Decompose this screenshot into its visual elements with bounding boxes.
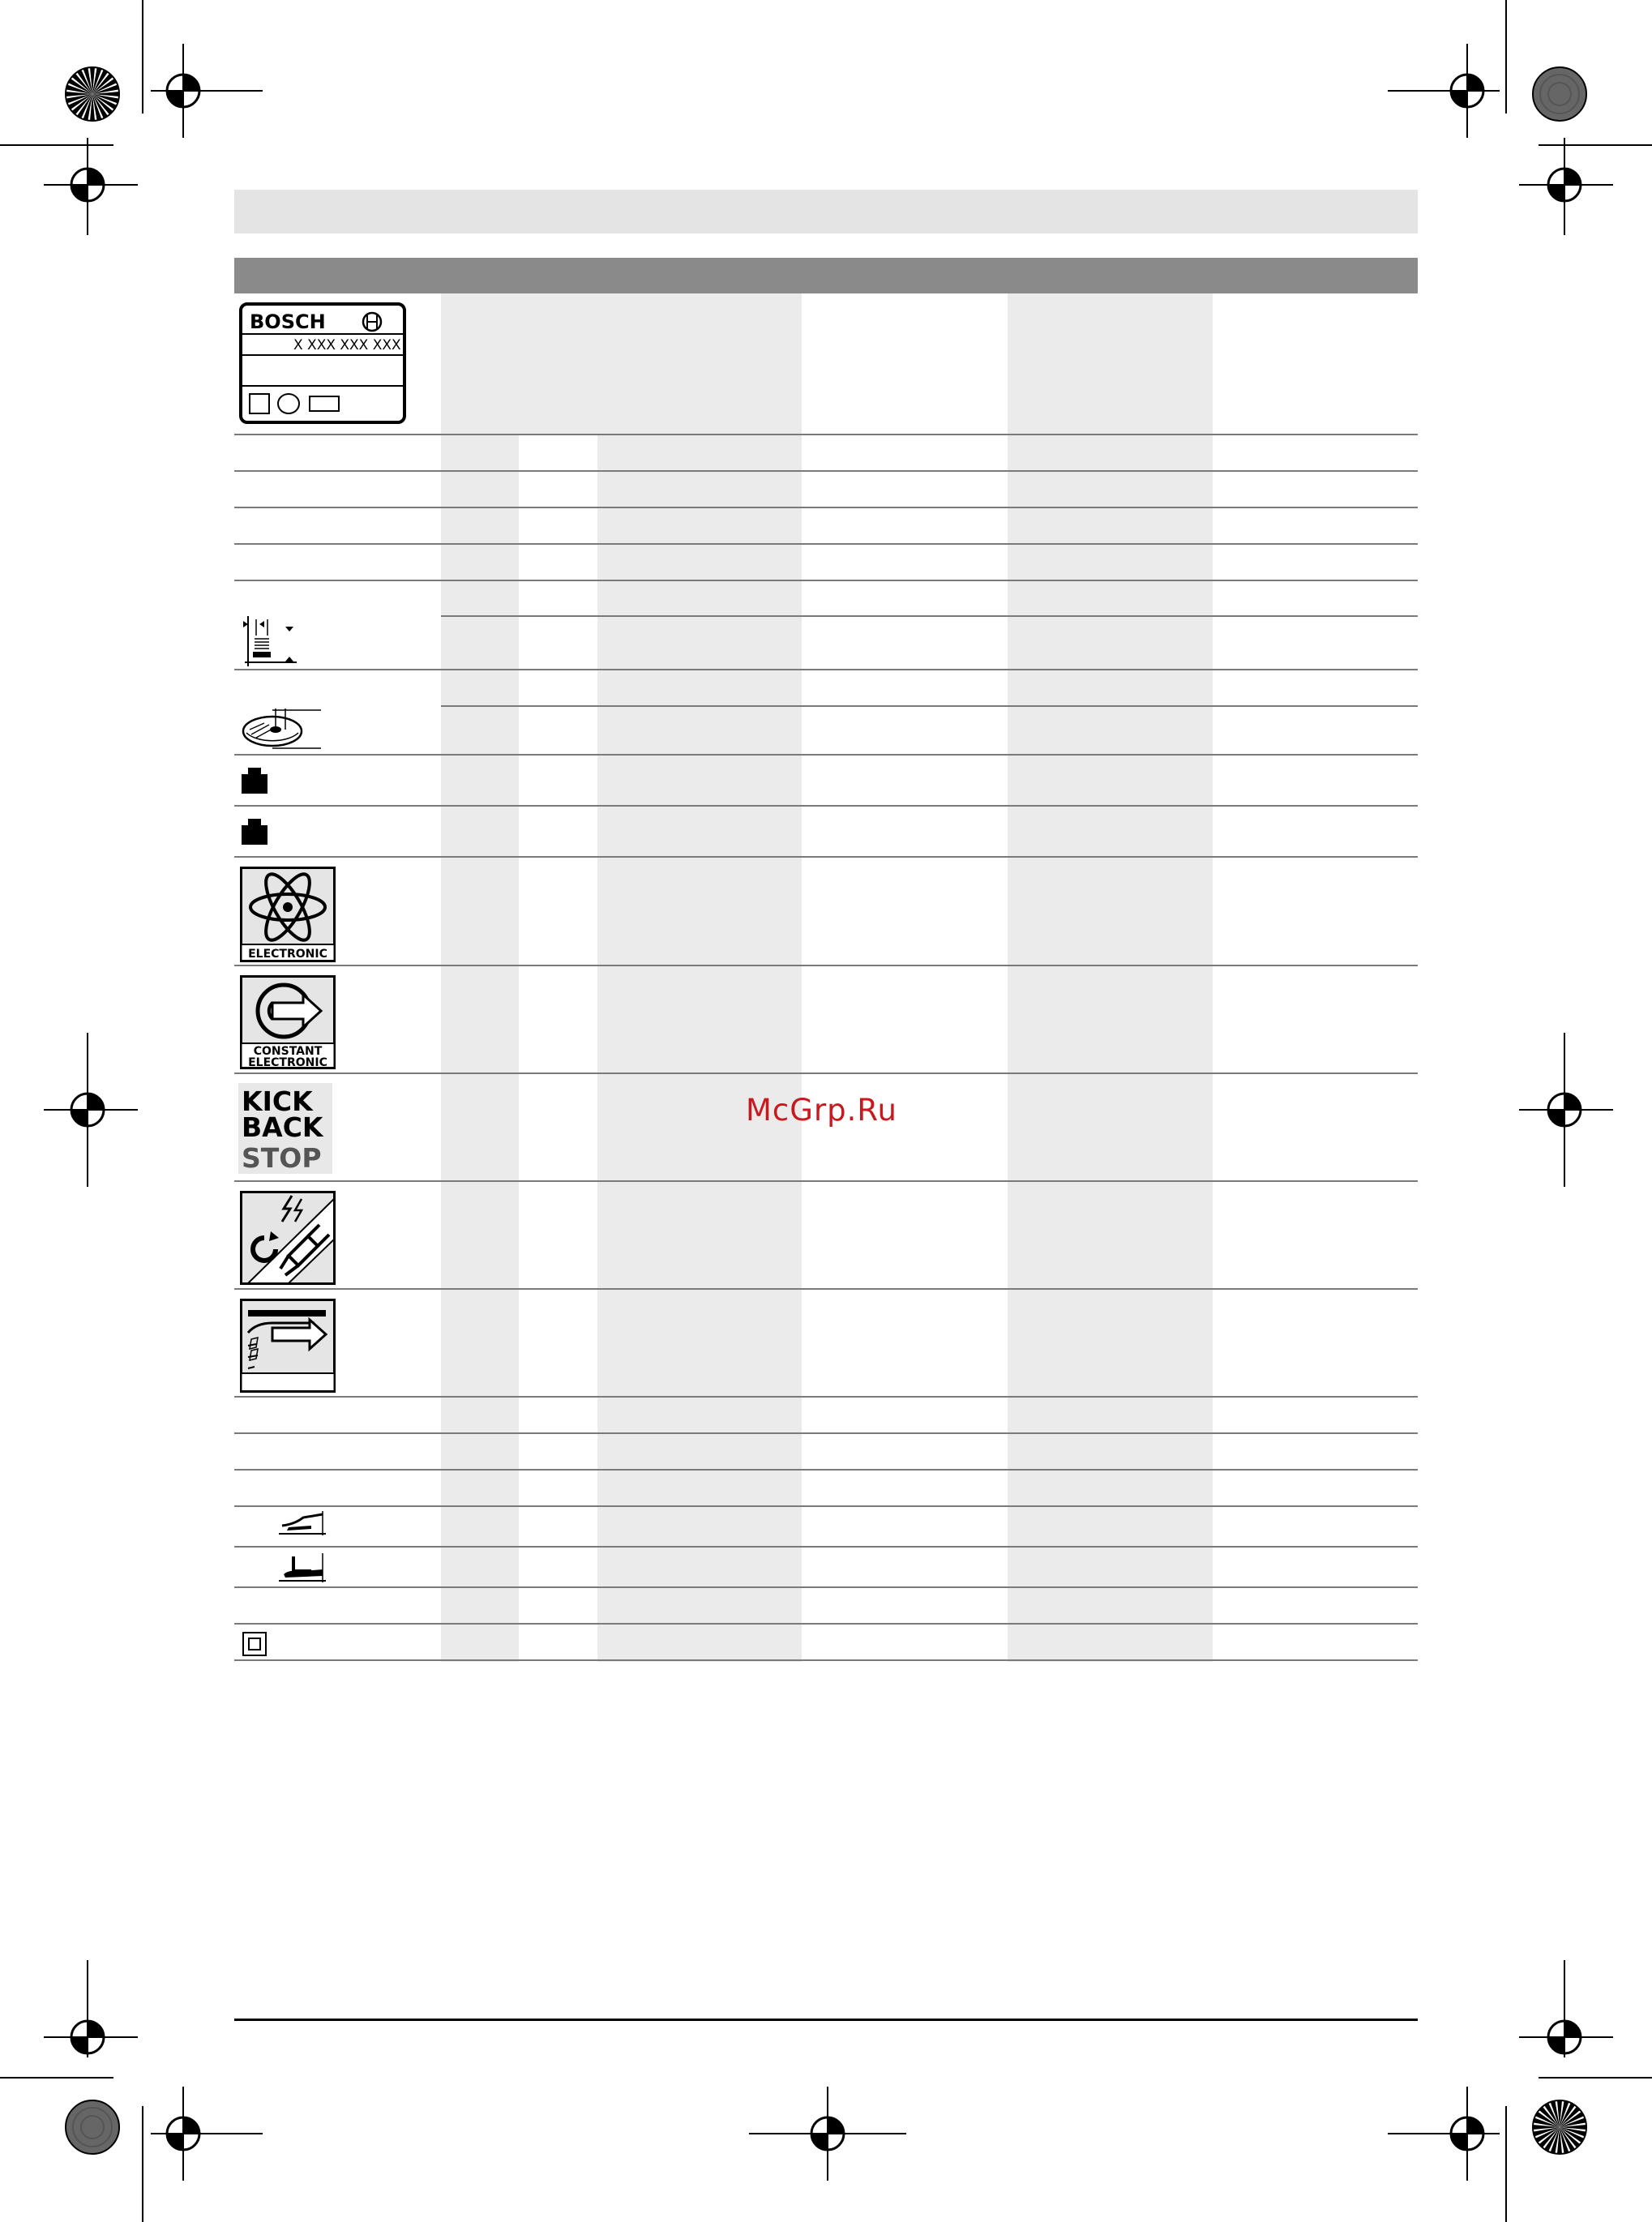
column-bg: [1008, 293, 1213, 435]
registration-mark-icon: [1519, 138, 1613, 235]
registration-mark-icon: [44, 1033, 138, 1187]
constant-label-line2: ELECTRONIC: [248, 1056, 327, 1069]
table-row-divider: [234, 669, 1418, 670]
protection-class-icon: [242, 1631, 267, 1657]
table-row-divider: [234, 1072, 1418, 1074]
weight-icon: [240, 766, 269, 795]
column-bg: [441, 293, 802, 435]
table-row-divider: [234, 1288, 1418, 1290]
kickback-line1: KICK: [242, 1085, 313, 1117]
table-row-divider: [234, 1505, 1418, 1507]
registration-mark-icon: [749, 2087, 906, 2181]
star-target-icon: [65, 66, 120, 122]
watermark: McGrp.Ru: [746, 1093, 897, 1128]
table-row-divider: [234, 965, 1418, 966]
kickback-line3: STOP: [242, 1142, 322, 1174]
table-row-divider: [234, 1586, 1418, 1588]
page-header-band: [234, 190, 1418, 233]
registration-mark-icon: [1388, 2087, 1500, 2181]
table-row-divider: [234, 856, 1418, 858]
table-row-divider: [234, 805, 1418, 807]
footer-rule: [234, 2019, 1418, 2021]
column-bg: [1008, 435, 1213, 1662]
table-row-divider: [441, 705, 1418, 707]
trim-line: [0, 2077, 113, 2079]
nameplate-serial: X XXX XXX XXX: [293, 337, 401, 353]
table-row-divider: [234, 1432, 1418, 1434]
table-row-divider: [234, 507, 1418, 508]
constant-label-line1: CONSTANT: [253, 1045, 323, 1058]
restart-protection-icon: [240, 1191, 336, 1285]
column-bg: [441, 435, 519, 1662]
nameplate-brand: BOSCH: [250, 310, 326, 333]
registration-mark-icon: [44, 1960, 138, 2057]
table-row-divider: [234, 1396, 1418, 1398]
guard-icon: [279, 1550, 326, 1584]
kickback-line2: BACK: [242, 1111, 323, 1143]
electronic-label: ELECTRONIC: [248, 948, 327, 961]
registration-mark-icon: [1519, 1960, 1613, 2057]
weight-icon: [240, 817, 269, 846]
soft-start-icon: [240, 1299, 336, 1393]
gray-target-icon: [65, 2100, 120, 2155]
guard-icon: [279, 1509, 326, 1539]
trim-line: [142, 2106, 143, 2222]
table-row-divider: [234, 580, 1418, 581]
star-target-icon: [1532, 2100, 1587, 2155]
grinding-disc-icon: [240, 705, 324, 751]
table-row-divider: [234, 434, 1418, 435]
table-row-divider: [234, 470, 1418, 472]
table-row-divider: [234, 1623, 1418, 1625]
registration-mark-icon: [1519, 1033, 1613, 1187]
trim-line: [1539, 2077, 1652, 2079]
electronic-icon: [240, 867, 336, 962]
constant-electronic-icon: [240, 975, 336, 1069]
table-row-divider: [234, 1180, 1418, 1182]
table-row-divider: [234, 543, 1418, 545]
table-row-divider: [441, 615, 1418, 617]
registration-mark-icon: [151, 2087, 263, 2181]
trim-line: [142, 0, 143, 113]
nameplate-icon: [238, 302, 407, 425]
kickback-stop-icon: [238, 1083, 332, 1174]
column-bg: [597, 435, 802, 1662]
table-header-bar: [234, 258, 1418, 293]
spindle-thread-icon: [240, 616, 305, 666]
gray-target-icon: [1532, 66, 1587, 122]
table-row-divider: [234, 1469, 1418, 1471]
registration-mark-icon: [1388, 44, 1500, 138]
trim-line: [1505, 0, 1507, 113]
registration-mark-icon: [44, 138, 138, 235]
registration-mark-icon: [151, 44, 263, 138]
table-row-divider: [234, 1659, 1418, 1661]
table-row-divider: [234, 754, 1418, 756]
trim-line: [1505, 2106, 1507, 2222]
table-row-divider: [234, 1546, 1418, 1548]
